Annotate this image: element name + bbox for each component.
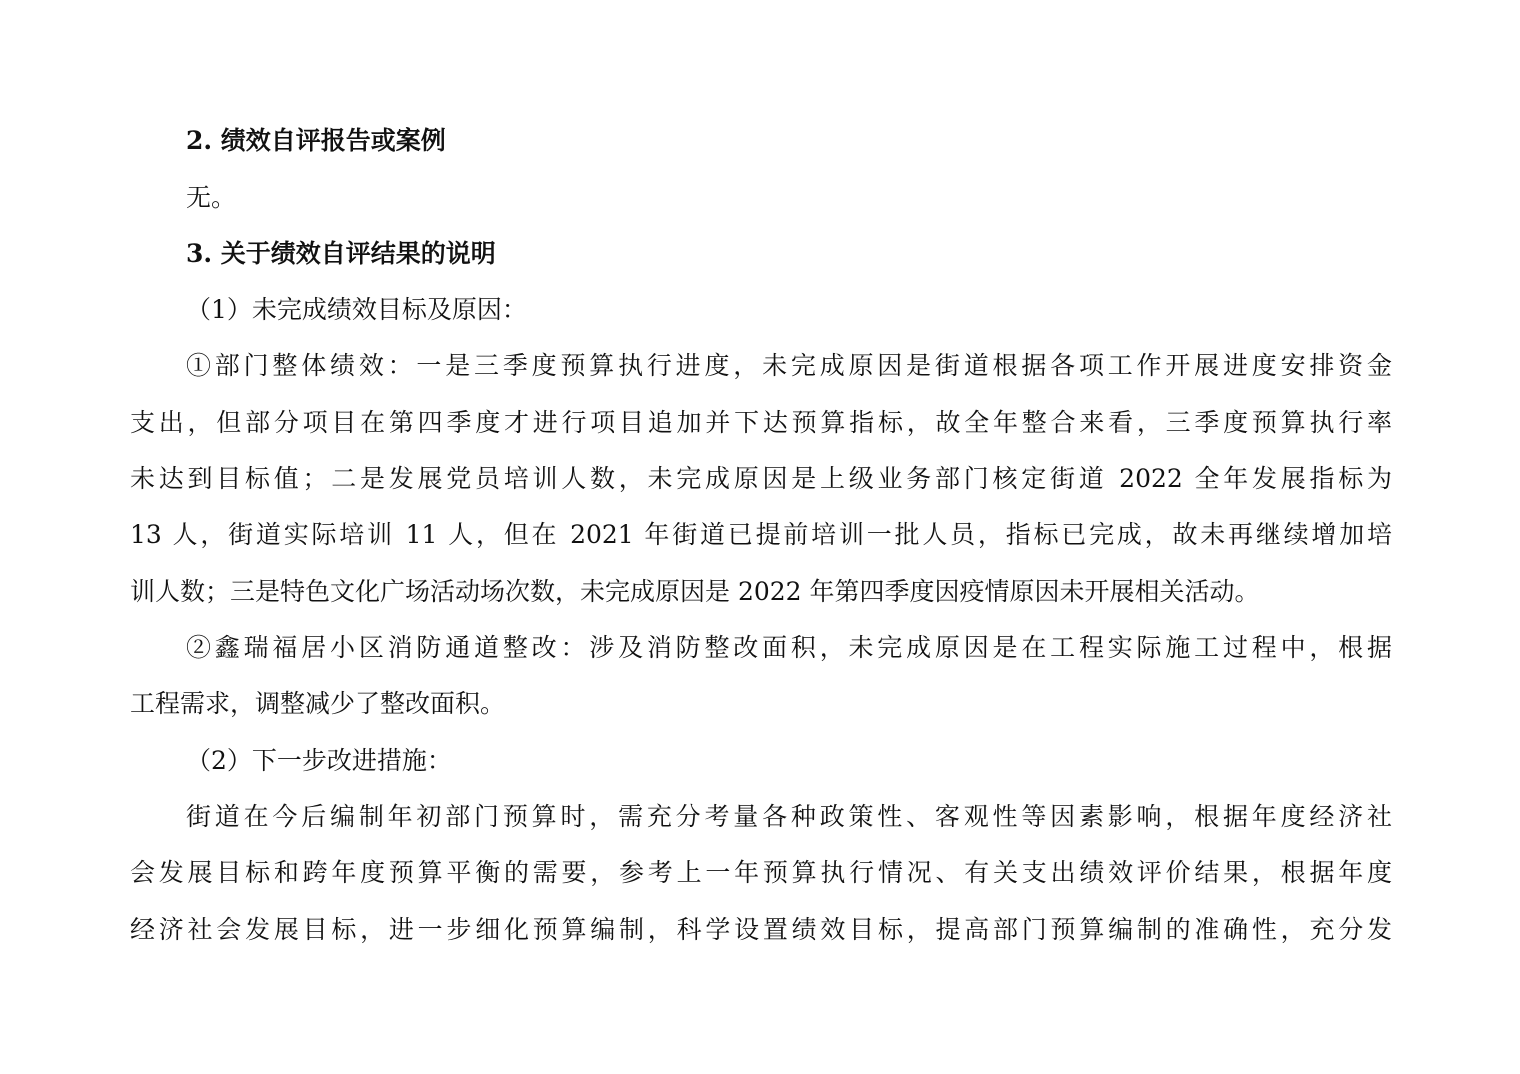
- paragraph-overall-performance-line-4: 13 人，街道实际培训 11 人，但在 2021 年街道已提前培训一批人员，指标已完成，故未再继续增加培: [130, 520, 1392, 549]
- paragraph-improvement-line-2: 会发展目标和跨年度预算平衡的需要，参考上一年预算执行情况、有关支出绩效评价结果，根据年度: [130, 858, 1392, 887]
- paragraph-overall-performance-line-2: 支出，但部分项目在第四季度才进行项目追加并下达预算指标，故全年整合来看，三季度预算执行率: [130, 408, 1392, 437]
- paragraph-overall-performance-line-5: 训人数；三是特色文化广场活动场次数，未完成原因是 2022 年第四季度因疫情原因未开展相关活动。: [130, 577, 1260, 606]
- paragraph-overall-performance-line-1: ①部门整体绩效：一是三季度预算执行进度，未完成原因是街道根据各项工作开展进度安排资金: [186, 351, 1392, 380]
- section-heading-performance-report: 2. 绩效自评报告或案例: [186, 126, 446, 155]
- subheading-improvement-measures: （2）下一步改进措施：: [186, 746, 452, 775]
- paragraph-improvement-line-3: 经济社会发展目标，进一步细化预算编制，科学设置绩效目标，提高部门预算编制的准确性，充分发: [130, 915, 1392, 944]
- paragraph-fire-access-line-2: 工程需求，调整减少了整改面积。: [130, 689, 506, 718]
- paragraph-fire-access-line-1: ②鑫瑞福居小区消防通道整改：涉及消防整改面积，未完成原因是在工程实际施工过程中，根据: [186, 633, 1392, 662]
- paragraph-none: 无。: [186, 183, 237, 212]
- section-heading-result-explanation: 3. 关于绩效自评结果的说明: [186, 239, 496, 268]
- paragraph-overall-performance-line-3: 未达到目标值；二是发展党员培训人数，未完成原因是上级业务部门核定街道 2022 全年发展指标为: [130, 464, 1392, 493]
- paragraph-improvement-line-1: 街道在今后编制年初部门预算时，需充分考量各种政策性、客观性等因素影响，根据年度经济社: [186, 802, 1392, 831]
- subheading-unfinished-goals: （1）未完成绩效目标及原因：: [186, 295, 527, 324]
